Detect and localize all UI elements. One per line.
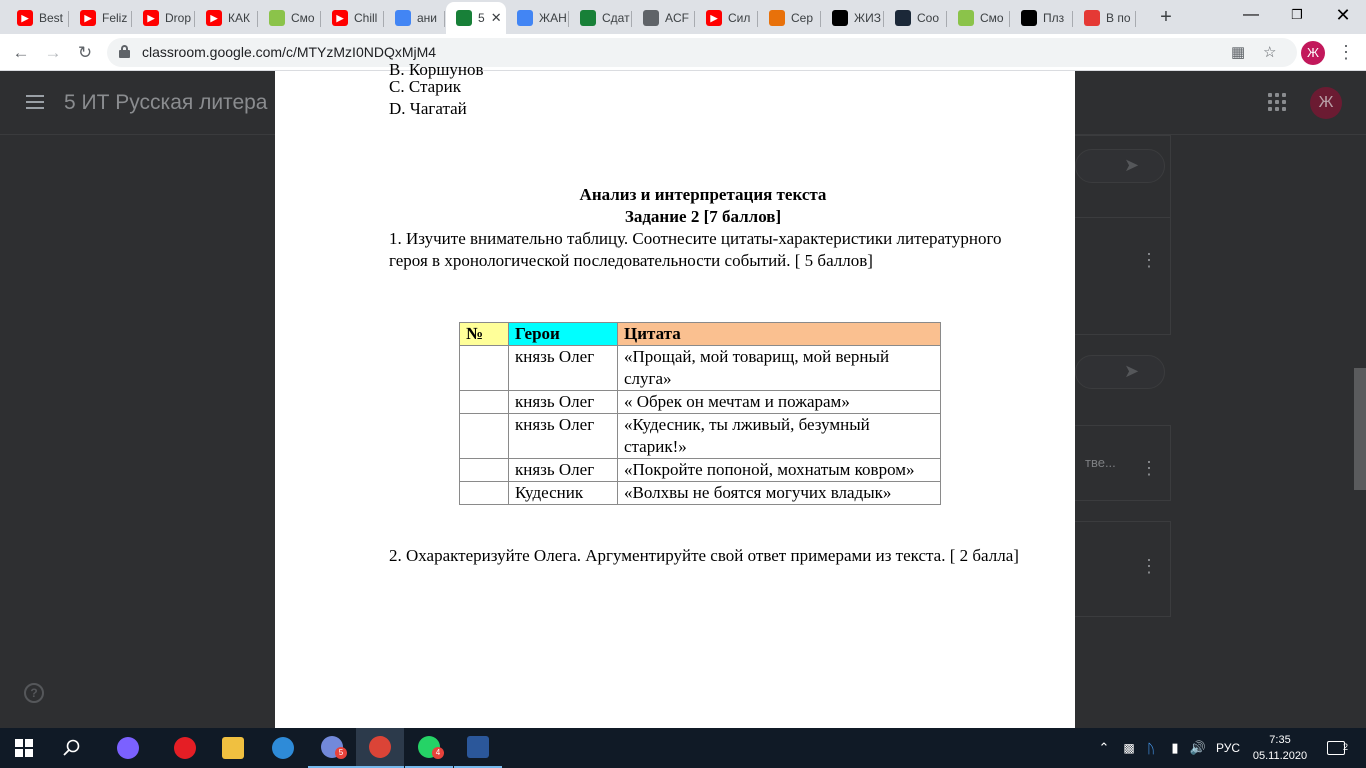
scrollbar-thumb[interactable] [1354, 368, 1366, 490]
table-cell-hero: князь Олег [509, 346, 618, 391]
browser-tab[interactable] [7, 4, 69, 32]
tab-title: Плз [1043, 11, 1065, 25]
tab-title: Смо [291, 11, 315, 25]
youtube-icon: ▶ [17, 10, 33, 26]
globe-icon [643, 10, 659, 26]
clock-time: 7:35 [1269, 734, 1291, 746]
more-options-icon[interactable]: ⋮ [1140, 458, 1158, 478]
document-viewer [275, 60, 1075, 728]
tab-title: ЖАН [539, 11, 567, 25]
network-icon[interactable]: ▩ [1123, 741, 1135, 755]
classroom-icon [580, 10, 596, 26]
reload-button[interactable]: ↻ [77, 43, 93, 62]
send-icon[interactable]: ➤ [1124, 361, 1140, 381]
table-cell-hero: князь Олег [509, 414, 618, 459]
chrome-icon [369, 736, 391, 758]
znanija-icon [1021, 10, 1037, 26]
tab-title: Chill [354, 11, 378, 25]
classroom-avatar[interactable]: Ж [1310, 87, 1342, 119]
table-cell-num [460, 459, 509, 482]
comment-input[interactable] [1075, 355, 1165, 389]
file-explorer-icon [222, 737, 244, 759]
tab-strip [0, 0, 1366, 34]
docs-icon [517, 10, 533, 26]
lock-icon [119, 45, 130, 58]
browser-tab[interactable] [1011, 4, 1073, 32]
table-cell-hero: князь Олег [509, 391, 618, 414]
youtube-icon: ▶ [206, 10, 222, 26]
close-tab-icon[interactable]: ✕ [490, 10, 502, 25]
search-icon [63, 739, 81, 757]
notification-badge: 5 [335, 747, 347, 759]
edge-icon [272, 737, 294, 759]
quotes-table [459, 322, 941, 505]
tab-separator [194, 11, 195, 27]
browser-tab[interactable] [322, 4, 384, 32]
steam-icon [895, 10, 911, 26]
browser-tab[interactable] [196, 4, 258, 32]
send-icon[interactable]: ➤ [1124, 155, 1140, 175]
tab-separator [1009, 11, 1010, 27]
table-cell-quote: «Волхвы не боятся могучих владык» [618, 482, 941, 505]
table-cell-hero: князь Олег [509, 459, 618, 482]
tab-separator [820, 11, 821, 27]
minimize-button[interactable]: — [1243, 6, 1259, 23]
classroom-icon [456, 10, 472, 26]
url-text[interactable]: classroom.google.com/c/MTYzMzI0NDQxMjM4 [142, 44, 437, 60]
answer-option: В. Коршунов [389, 60, 484, 79]
tab-separator [1135, 11, 1136, 27]
table-row [460, 391, 941, 414]
cast-icon[interactable]: ▦ [1231, 44, 1246, 61]
table-cell-num [460, 482, 509, 505]
table-cell-hero: Кудесник [509, 482, 618, 505]
browser-tab[interactable] [446, 2, 506, 34]
tab-separator [946, 11, 947, 27]
tab-title: Сил [728, 11, 751, 25]
stream-card [1075, 217, 1171, 335]
edge-taskbar-button[interactable] [259, 728, 307, 768]
browser-tab[interactable] [570, 4, 632, 32]
browser-tab[interactable] [1074, 4, 1136, 32]
clock[interactable] [1250, 732, 1310, 764]
deer-icon [769, 10, 785, 26]
tab-title: Feliz [102, 11, 128, 25]
browser-tab[interactable] [759, 4, 821, 32]
alice-icon [117, 737, 139, 759]
file-explorer-taskbar-button[interactable] [209, 728, 257, 768]
google-icon [395, 10, 411, 26]
address-bar[interactable] [107, 38, 1297, 67]
bonus-icon [269, 10, 285, 26]
volume-icon[interactable]: 🔊 [1189, 740, 1207, 755]
tab-separator [1072, 11, 1073, 27]
word-icon [467, 736, 489, 758]
browser-tab[interactable] [696, 4, 758, 32]
show-hidden-icons[interactable]: ⌃ [1098, 740, 1110, 755]
tiktok-icon [832, 10, 848, 26]
table-header-quote: Цитата [618, 323, 941, 346]
tab-title: Соо [917, 11, 940, 25]
table-cell-quote: «Покройте попоной, мохнатым ковром» [618, 459, 941, 482]
tab-title: В по [1106, 11, 1131, 25]
table-cell-quote: «Кудесник, ты лживый, безумный старик!» [618, 414, 941, 459]
tab-separator [68, 11, 69, 27]
tab-title: Best [39, 11, 64, 25]
youtube-icon: ▶ [332, 10, 348, 26]
opera-taskbar-button[interactable] [161, 728, 209, 768]
post-snippet: тве... [1085, 455, 1116, 470]
menu-icon[interactable] [26, 95, 44, 109]
word-taskbar-button[interactable] [454, 728, 502, 768]
browser-tab[interactable] [133, 4, 195, 32]
answer-option: С. Старик [389, 77, 461, 96]
help-icon[interactable]: ? [24, 683, 44, 703]
new-tab-button[interactable]: + [1160, 6, 1172, 28]
tab-separator [320, 11, 321, 27]
question-2: 2. Охарактеризуйте Олега. Аргументируйте свой ответ примерами из текста. [ 2 балла] [389, 546, 1019, 565]
tab-separator [444, 11, 445, 27]
tab-title: ACF [665, 11, 689, 25]
table-header-num: № [460, 323, 509, 346]
browser-tab[interactable] [822, 4, 884, 32]
restore-button[interactable]: ❐ [1291, 7, 1303, 22]
question-1: 1. Изучите внимательно таблицу. Соотнесите цитаты-характеристики литературного героя в хронологической последовательности событий. [ 5 баллов] [389, 229, 1002, 270]
table-cell-num [460, 414, 509, 459]
tab-title: Сдат [602, 11, 630, 25]
browser-tab[interactable] [885, 4, 947, 32]
answer-option: D. Чагатай [389, 99, 467, 118]
browser-menu-icon[interactable]: ⋮ [1337, 42, 1355, 62]
discord-taskbar-button[interactable] [308, 728, 356, 768]
task-title: Задание 2 [7 баллов] [624, 207, 782, 226]
start-button[interactable] [0, 728, 48, 768]
tab-title: Смо [980, 11, 1004, 25]
language-indicator[interactable]: РУС [1215, 741, 1241, 755]
tab-title: КАК [228, 11, 250, 25]
bonus-icon [958, 10, 974, 26]
table-cell-num [460, 391, 509, 414]
chrome-taskbar-button[interactable] [356, 728, 404, 768]
clock-date: 05.11.2020 [1252, 750, 1308, 762]
google-apps-icon[interactable] [1268, 93, 1286, 111]
browser-tab[interactable] [948, 4, 1010, 32]
browser-tab[interactable] [70, 4, 132, 32]
more-options-icon[interactable]: ⋮ [1140, 556, 1158, 576]
windows-icon [15, 739, 33, 757]
table-header-hero: Герои [509, 323, 618, 346]
notification-badge: 4 [432, 747, 444, 759]
youtube-icon: ▶ [143, 10, 159, 26]
youtube-icon: ▶ [706, 10, 722, 26]
close-window-button[interactable]: ✕ [1335, 5, 1351, 25]
tab-title: Сер [791, 11, 814, 25]
table-row [460, 459, 941, 482]
tab-title: ани [417, 11, 438, 25]
as-icon [1084, 10, 1100, 26]
bookmark-star-icon[interactable]: ☆ [1263, 44, 1277, 61]
table-row [460, 414, 941, 459]
browser-tab[interactable] [385, 4, 445, 32]
bluetooth-icon[interactable]: ᚢ [1147, 740, 1155, 756]
tab-title: ЖИЗ [854, 11, 881, 25]
windows-taskbar [0, 728, 1366, 768]
tab-separator [257, 11, 258, 27]
profile-avatar[interactable]: Ж [1301, 41, 1325, 65]
class-title: 5 ИТ Русская литера [64, 91, 268, 114]
notifications-button[interactable] [1318, 728, 1354, 768]
tab-separator [757, 11, 758, 27]
tab-separator [131, 11, 132, 27]
section-heading: Анализ и интерпретация текста [579, 185, 827, 204]
tab-title: 5 [478, 11, 485, 25]
tab-title: Drop [165, 11, 192, 25]
table-row [460, 346, 941, 391]
table-row [460, 482, 941, 505]
table-cell-quote: «Прощай, мой товарищ, мой верный слуга» [618, 346, 941, 391]
tab-separator [694, 11, 695, 27]
tab-separator [631, 11, 632, 27]
browser-tab[interactable] [507, 4, 569, 32]
table-cell-num [460, 346, 509, 391]
tab-separator [383, 11, 384, 27]
notification-count: 2 [1342, 742, 1348, 752]
comment-input[interactable] [1075, 149, 1165, 183]
whatsapp-taskbar-button[interactable] [405, 728, 453, 768]
more-options-icon[interactable]: ⋮ [1140, 250, 1158, 270]
tab-separator [883, 11, 884, 27]
table-cell-quote: « Обрек он мечтам и пожарам» [618, 391, 941, 414]
browser-tab[interactable] [259, 4, 321, 32]
forward-button[interactable]: → [44, 43, 62, 62]
alice-taskbar-button[interactable] [104, 728, 152, 768]
search-button[interactable] [48, 728, 96, 768]
battery-icon[interactable]: ▮ [1171, 740, 1179, 755]
browser-toolbar [0, 34, 1366, 71]
tab-separator [568, 11, 569, 27]
youtube-icon: ▶ [80, 10, 96, 26]
opera-icon [174, 737, 196, 759]
back-button[interactable]: ← [12, 43, 30, 62]
browser-tab[interactable] [633, 4, 695, 32]
